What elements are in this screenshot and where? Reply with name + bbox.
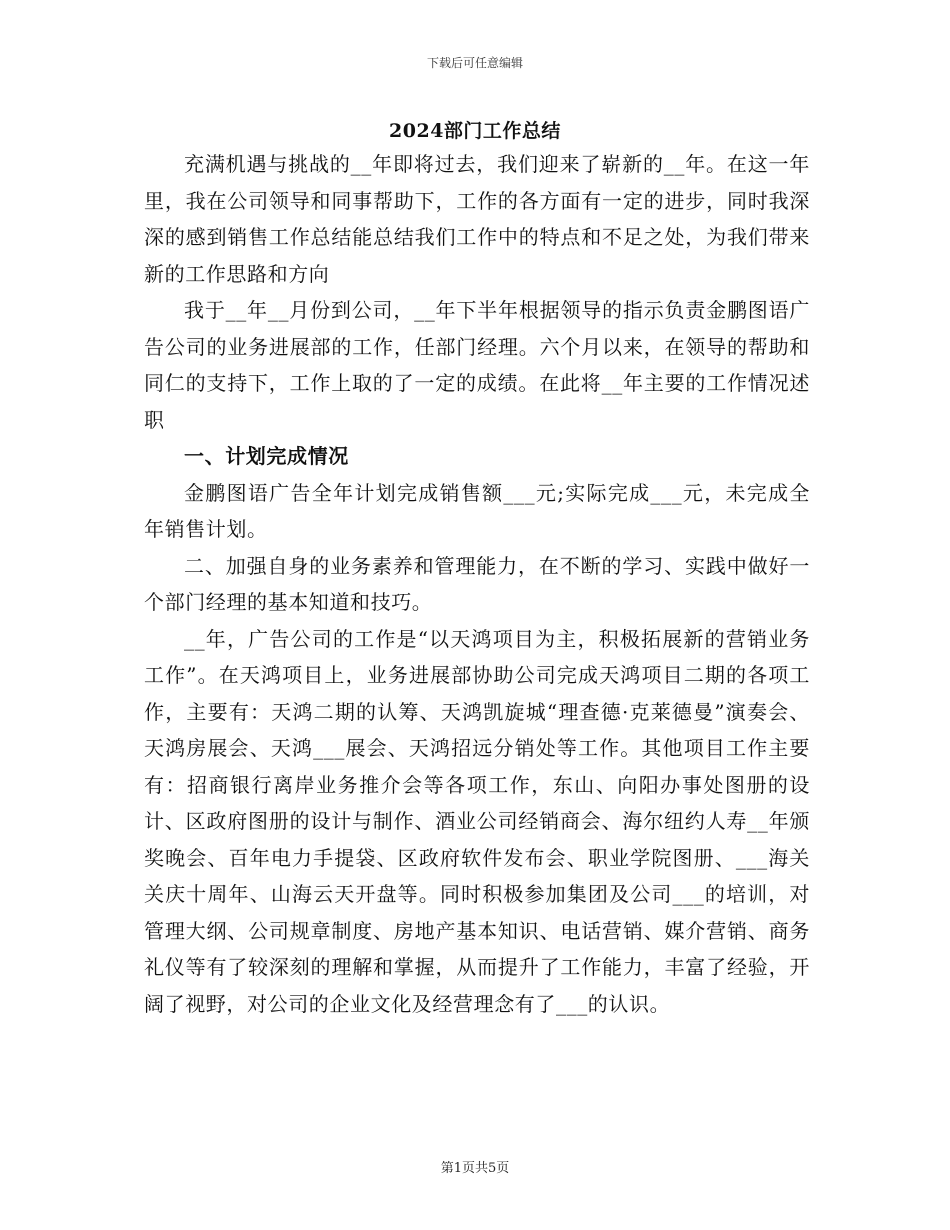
document-body [144, 146, 810, 1022]
document-title: 2024部门工作总结 [389, 120, 561, 142]
paragraph-background: 我于__年__月份到公司，__年下半年根据领导的指示负责金鹏图语广告公司的业务进展部的工作，任部门经理。六个月以来，在领导的帮助和同仁的支持下，工作上取的了一定的成绩。在此将__年主要的工作情况述职 [144, 298, 810, 432]
paragraph-intro: 充满机遇与挑战的__年即将过去，我们迎来了崭新的__年。在这一年里，我在公司领导和同事帮助下，工作的各方面有一定的进步，同时我深深的感到销售工作总结能总结我们工作中的特点和不足之处，为我们带来新的工作思路和方向 [144, 152, 810, 286]
page-footer: 第1页共5页 [440, 1161, 510, 1176]
section-heading-plan: 一、计划完成情况 [184, 444, 349, 468]
header-note: 下载后可任意编辑 [426, 56, 523, 70]
paragraph-sales-plan: 金鹏图语广告全年计划完成销售额___元;实际完成___元，未完成全年销售计划。 [144, 480, 810, 541]
paragraph-section-two: 二、加强自身的业务素养和管理能力，在不断的学习、实践中做好一个部门经理的基本知道和技巧。 [144, 553, 810, 614]
paragraph-work-details: __年，广告公司的工作是“以天鸿项目为主，积极拓展新的营销业务工作”。在天鸿项目上，业务进展部协助公司完成天鸿项目二期的各项工作，主要有：天鸿二期的认筹、天鸿凯旋城“理查德·克莱德曼”演奏会、天鸿房展会、天鸿___展会、天鸿招远分销处等工作。其他项目工作主要有：招商银行离岸业务推介会等各项工作，东山、向阳办事处图册的设计、区政府图册的设计与制作、酒业公司经销商会、海尔纽约人寿__年颁奖晚会、百年电力手提袋、区政府软件发布会、职业学院图册、___海关关庆十周年、山海云天开盘等。同时积极参加集团及公司___的培训，对管理大纲、公司规章制度、房地产基本知识、电话营销、媒介营销、商务礼仪等有了较深刻的理解和掌握，从而提升了工作能力，丰富了经验，开阔了视野，对公司的企业文化及经营理念有了___的认识。 [144, 626, 810, 1016]
